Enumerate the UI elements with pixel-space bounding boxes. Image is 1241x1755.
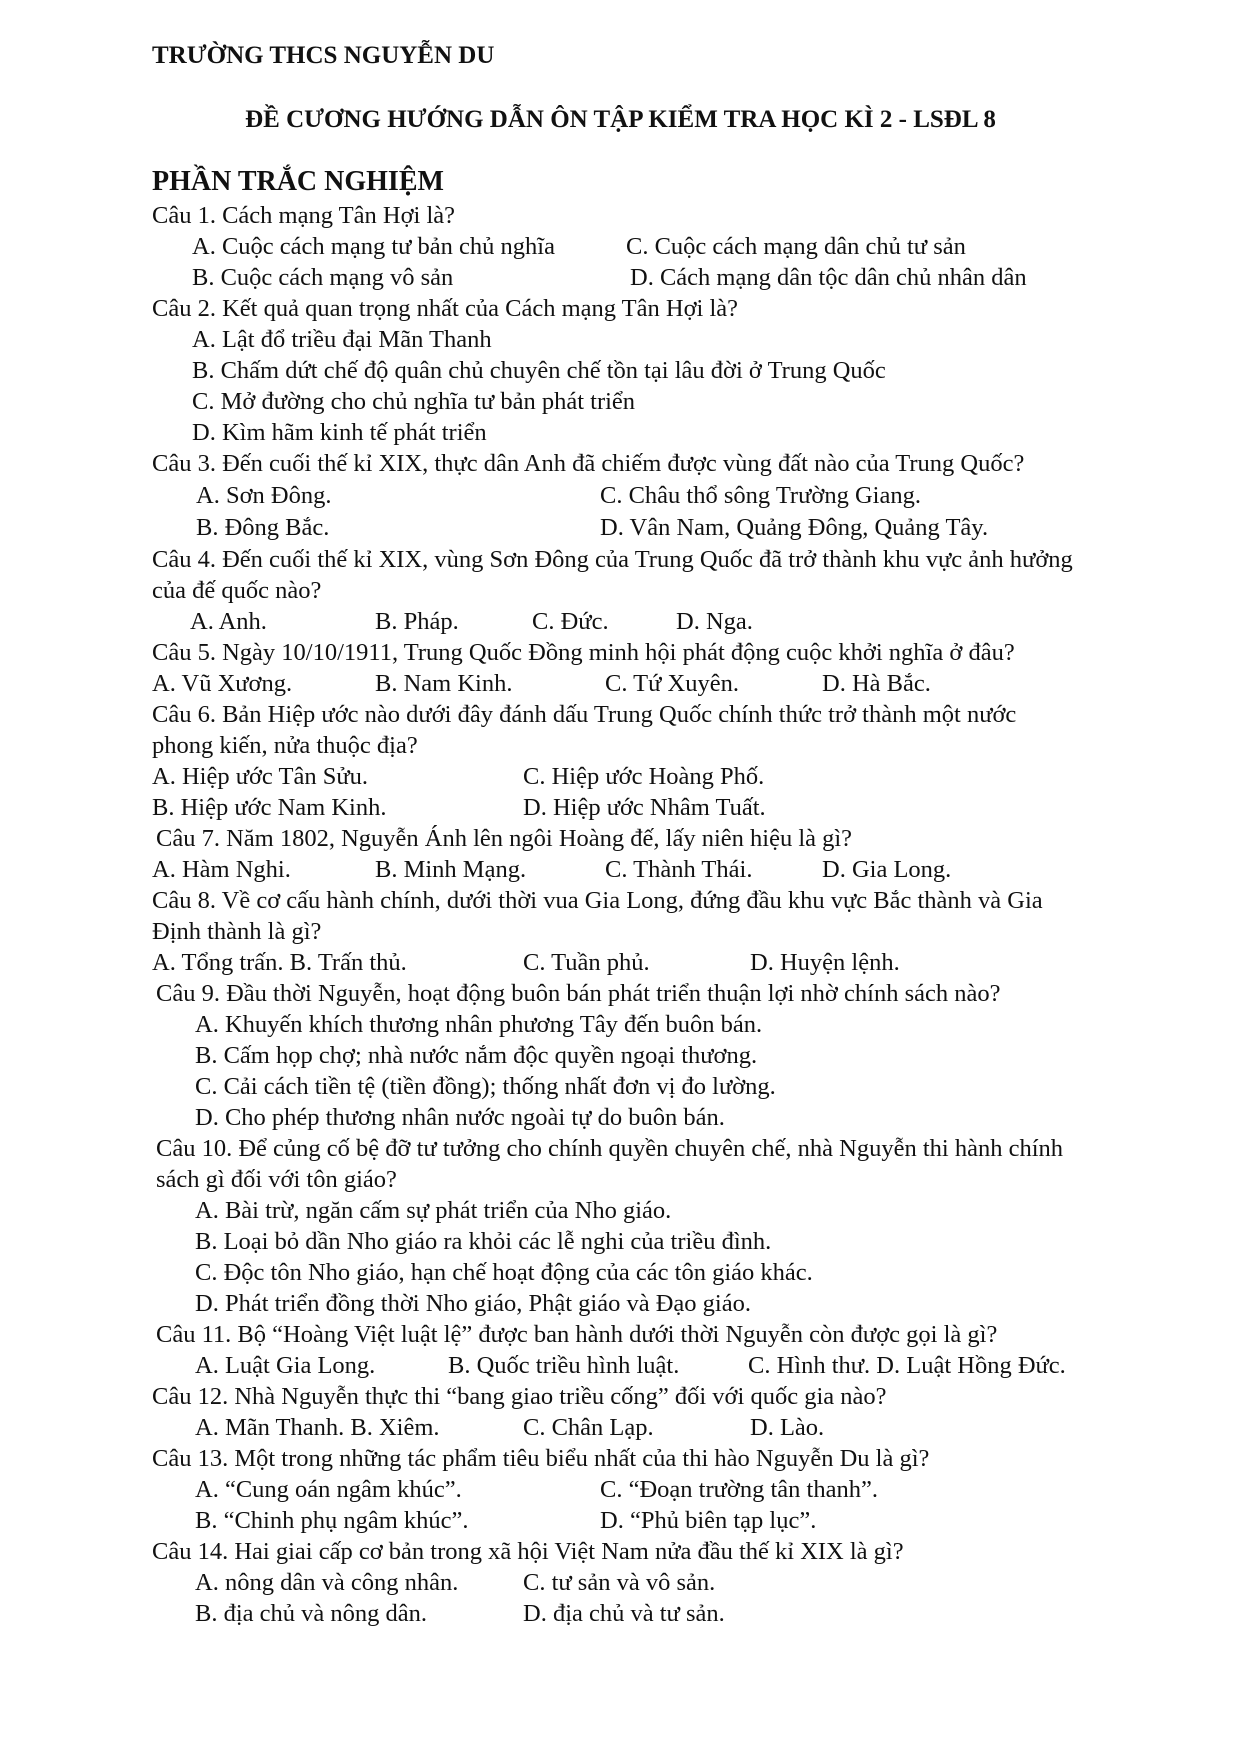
question-12-options-a-b: A. Mãn Thanh. B. Xiêm. [195,1414,440,1441]
question-7-option-b: B. Minh Mạng. [375,856,527,883]
question-9-option-b: B. Cấm họp chợ; nhà nước nắm độc quyền ngoại thương. [195,1042,758,1069]
question-12-option-c: C. Chân Lạp. [523,1414,654,1441]
question-14-option-d: D. địa chủ và tư sản. [523,1600,725,1627]
question-3-option-b: B. Đông Bắc. [196,514,330,541]
question-10-option-b: B. Loại bỏ dần Nho giáo ra khỏi các lễ nghi của triều đình. [195,1228,772,1255]
question-10-option-a: A. Bài trừ, ngăn cấm sự phát triển của Nho giáo. [195,1197,672,1224]
question-10-stem: Câu 10. Để củng cố bệ đỡ tư tưởng cho chính quyền chuyên chế, nhà Nguyễn thi hành chính [156,1135,1064,1162]
document-title: ĐỀ CƯƠNG HƯỚNG DẪN ÔN TẬP KIỂM TRA HỌC KÌ 2 - LSĐL 8 [245,106,996,133]
question-2-stem: Câu 2. Kết quả quan trọng nhất của Cách mạng Tân Hợi là? [152,295,739,322]
question-10-option-d: D. Phát triển đồng thời Nho giáo, Phật giáo và Đạo giáo. [195,1290,751,1317]
question-9-stem: Câu 9. Đầu thời Nguyễn, hoạt động buôn bán phát triển thuận lợi nhờ chính sách nào? [156,980,1001,1007]
question-13-stem: Câu 13. Một trong những tác phẩm tiêu biểu nhất của thi hào Nguyễn Du là gì? [152,1445,930,1472]
question-13-option-a: A. “Cung oán ngâm khúc”. [195,1476,462,1503]
question-11-option-b: B. Quốc triều hình luật. [448,1352,680,1379]
question-13-option-c: C. “Đoạn trường tân thanh”. [600,1476,878,1503]
question-1-option-a: A. Cuộc cách mạng tư bản chủ nghĩa [192,233,555,260]
question-2-option-b: B. Chấm dứt chế độ quân chủ chuyên chế tồn tại lâu đời ở Trung Quốc [192,357,886,384]
question-5-option-a: A. Vũ Xương. [152,670,293,697]
question-1-option-b: B. Cuộc cách mạng vô sản [192,264,454,291]
question-8-stem-continued: Định thành là gì? [152,918,322,945]
question-10-stem-continued: sách gì đối với tôn giáo? [156,1166,397,1193]
question-6-stem: Câu 6. Bản Hiệp ước nào dưới đây đánh dấu Trung Quốc chính thức trở thành một nước [152,701,1017,728]
question-12-option-d: D. Lào. [750,1414,825,1441]
question-8-option-d: D. Huyện lệnh. [750,949,900,976]
question-14-stem: Câu 14. Hai giai cấp cơ bản trong xã hội Việt Nam nửa đầu thế kỉ XIX là gì? [152,1538,904,1565]
question-8-stem: Câu 8. Về cơ cấu hành chính, dưới thời vua Gia Long, đứng đầu khu vực Bắc thành và Gia [152,887,1043,914]
question-6-option-c: C. Hiệp ước Hoàng Phố. [523,763,765,790]
question-4-stem-continued: của đế quốc nào? [152,577,322,604]
question-6-option-b: B. Hiệp ước Nam Kinh. [152,794,387,821]
question-5-option-d: D. Hà Bắc. [822,670,931,697]
section-heading: PHẦN TRẮC NGHIỆM [152,166,444,197]
question-7-option-d: D. Gia Long. [822,856,952,883]
question-4-option-a: A. Anh. [190,608,267,635]
question-3-option-c: C. Châu thổ sông Trường Giang. [600,482,921,509]
question-2-option-c: C. Mở đường cho chủ nghĩa tư bản phát triển [192,388,636,415]
question-6-option-d: D. Hiệp ước Nhâm Tuất. [523,794,766,821]
question-12-stem: Câu 12. Nhà Nguyễn thực thi “bang giao triều cống” đối với quốc gia nào? [152,1383,887,1410]
question-11-options-c-d: C. Hình thư. D. Luật Hồng Đức. [748,1352,1066,1379]
question-11-stem: Câu 11. Bộ “Hoàng Việt luật lệ” được ban hành dưới thời Nguyễn còn được gọi là gì? [156,1321,998,1348]
question-2-option-d: D. Kìm hãm kinh tế phát triển [192,419,487,446]
question-9-option-d: D. Cho phép thương nhân nước ngoài tự do buôn bán. [195,1104,725,1131]
question-6-stem-continued: phong kiến, nửa thuộc địa? [152,732,418,759]
question-2-option-a: A. Lật đổ triều đại Mãn Thanh [192,326,492,353]
question-1-option-d: D. Cách mạng dân tộc dân chủ nhân dân [630,264,1027,291]
question-7-option-c: C. Thành Thái. [605,856,753,883]
question-3-option-a: A. Sơn Đông. [196,482,332,509]
question-6-option-a: A. Hiệp ước Tân Sửu. [152,763,368,790]
question-14-option-a: A. nông dân và công nhân. [195,1569,459,1596]
question-8-options-a-b: A. Tổng trấn. B. Trấn thủ. [152,949,407,976]
question-1-stem: Câu 1. Cách mạng Tân Hợi là? [152,202,456,229]
question-3-stem: Câu 3. Đến cuối thế kỉ XIX, thực dân Anh đã chiếm được vùng đất nào của Trung Quốc? [152,450,1025,477]
question-5-option-c: C. Tứ Xuyên. [605,670,739,697]
question-9-option-c: C. Cải cách tiền tệ (tiền đồng); thống nhất đơn vị đo lường. [195,1073,776,1100]
question-4-option-b: B. Pháp. [375,608,459,635]
question-13-option-d: D. “Phủ biên tạp lục”. [600,1507,817,1534]
question-11-option-a: A. Luật Gia Long. [195,1352,376,1379]
question-1-option-c: C. Cuộc cách mạng dân chủ tư sản [626,233,966,260]
question-14-option-b: B. địa chủ và nông dân. [195,1600,428,1627]
question-3-option-d: D. Vân Nam, Quảng Đông, Quảng Tây. [600,514,989,541]
question-4-option-c: C. Đức. [532,608,609,635]
question-4-stem: Câu 4. Đến cuối thế kỉ XIX, vùng Sơn Đông của Trung Quốc đã trở thành khu vực ảnh hưởng [152,546,1073,573]
question-13-option-b: B. “Chinh phụ ngâm khúc”. [195,1507,469,1534]
question-4-option-d: D. Nga. [676,608,753,635]
question-7-stem: Câu 7. Năm 1802, Nguyễn Ánh lên ngôi Hoàng đế, lấy niên hiệu là gì? [156,825,853,852]
question-5-option-b: B. Nam Kinh. [375,670,513,697]
question-10-option-c: C. Độc tôn Nho giáo, hạn chế hoạt động của các tôn giáo khác. [195,1259,813,1286]
question-14-option-c: C. tư sản và vô sản. [523,1569,716,1596]
question-8-option-c: C. Tuần phủ. [523,949,650,976]
question-9-option-a: A. Khuyến khích thương nhân phương Tây đến buôn bán. [195,1011,763,1038]
school-name: TRƯỜNG THCS NGUYỄN DU [152,42,495,69]
question-7-option-a: A. Hàm Nghi. [152,856,291,883]
question-5-stem: Câu 5. Ngày 10/10/1911, Trung Quốc Đồng minh hội phát động cuộc khởi nghĩa ở đâu? [152,639,1015,666]
